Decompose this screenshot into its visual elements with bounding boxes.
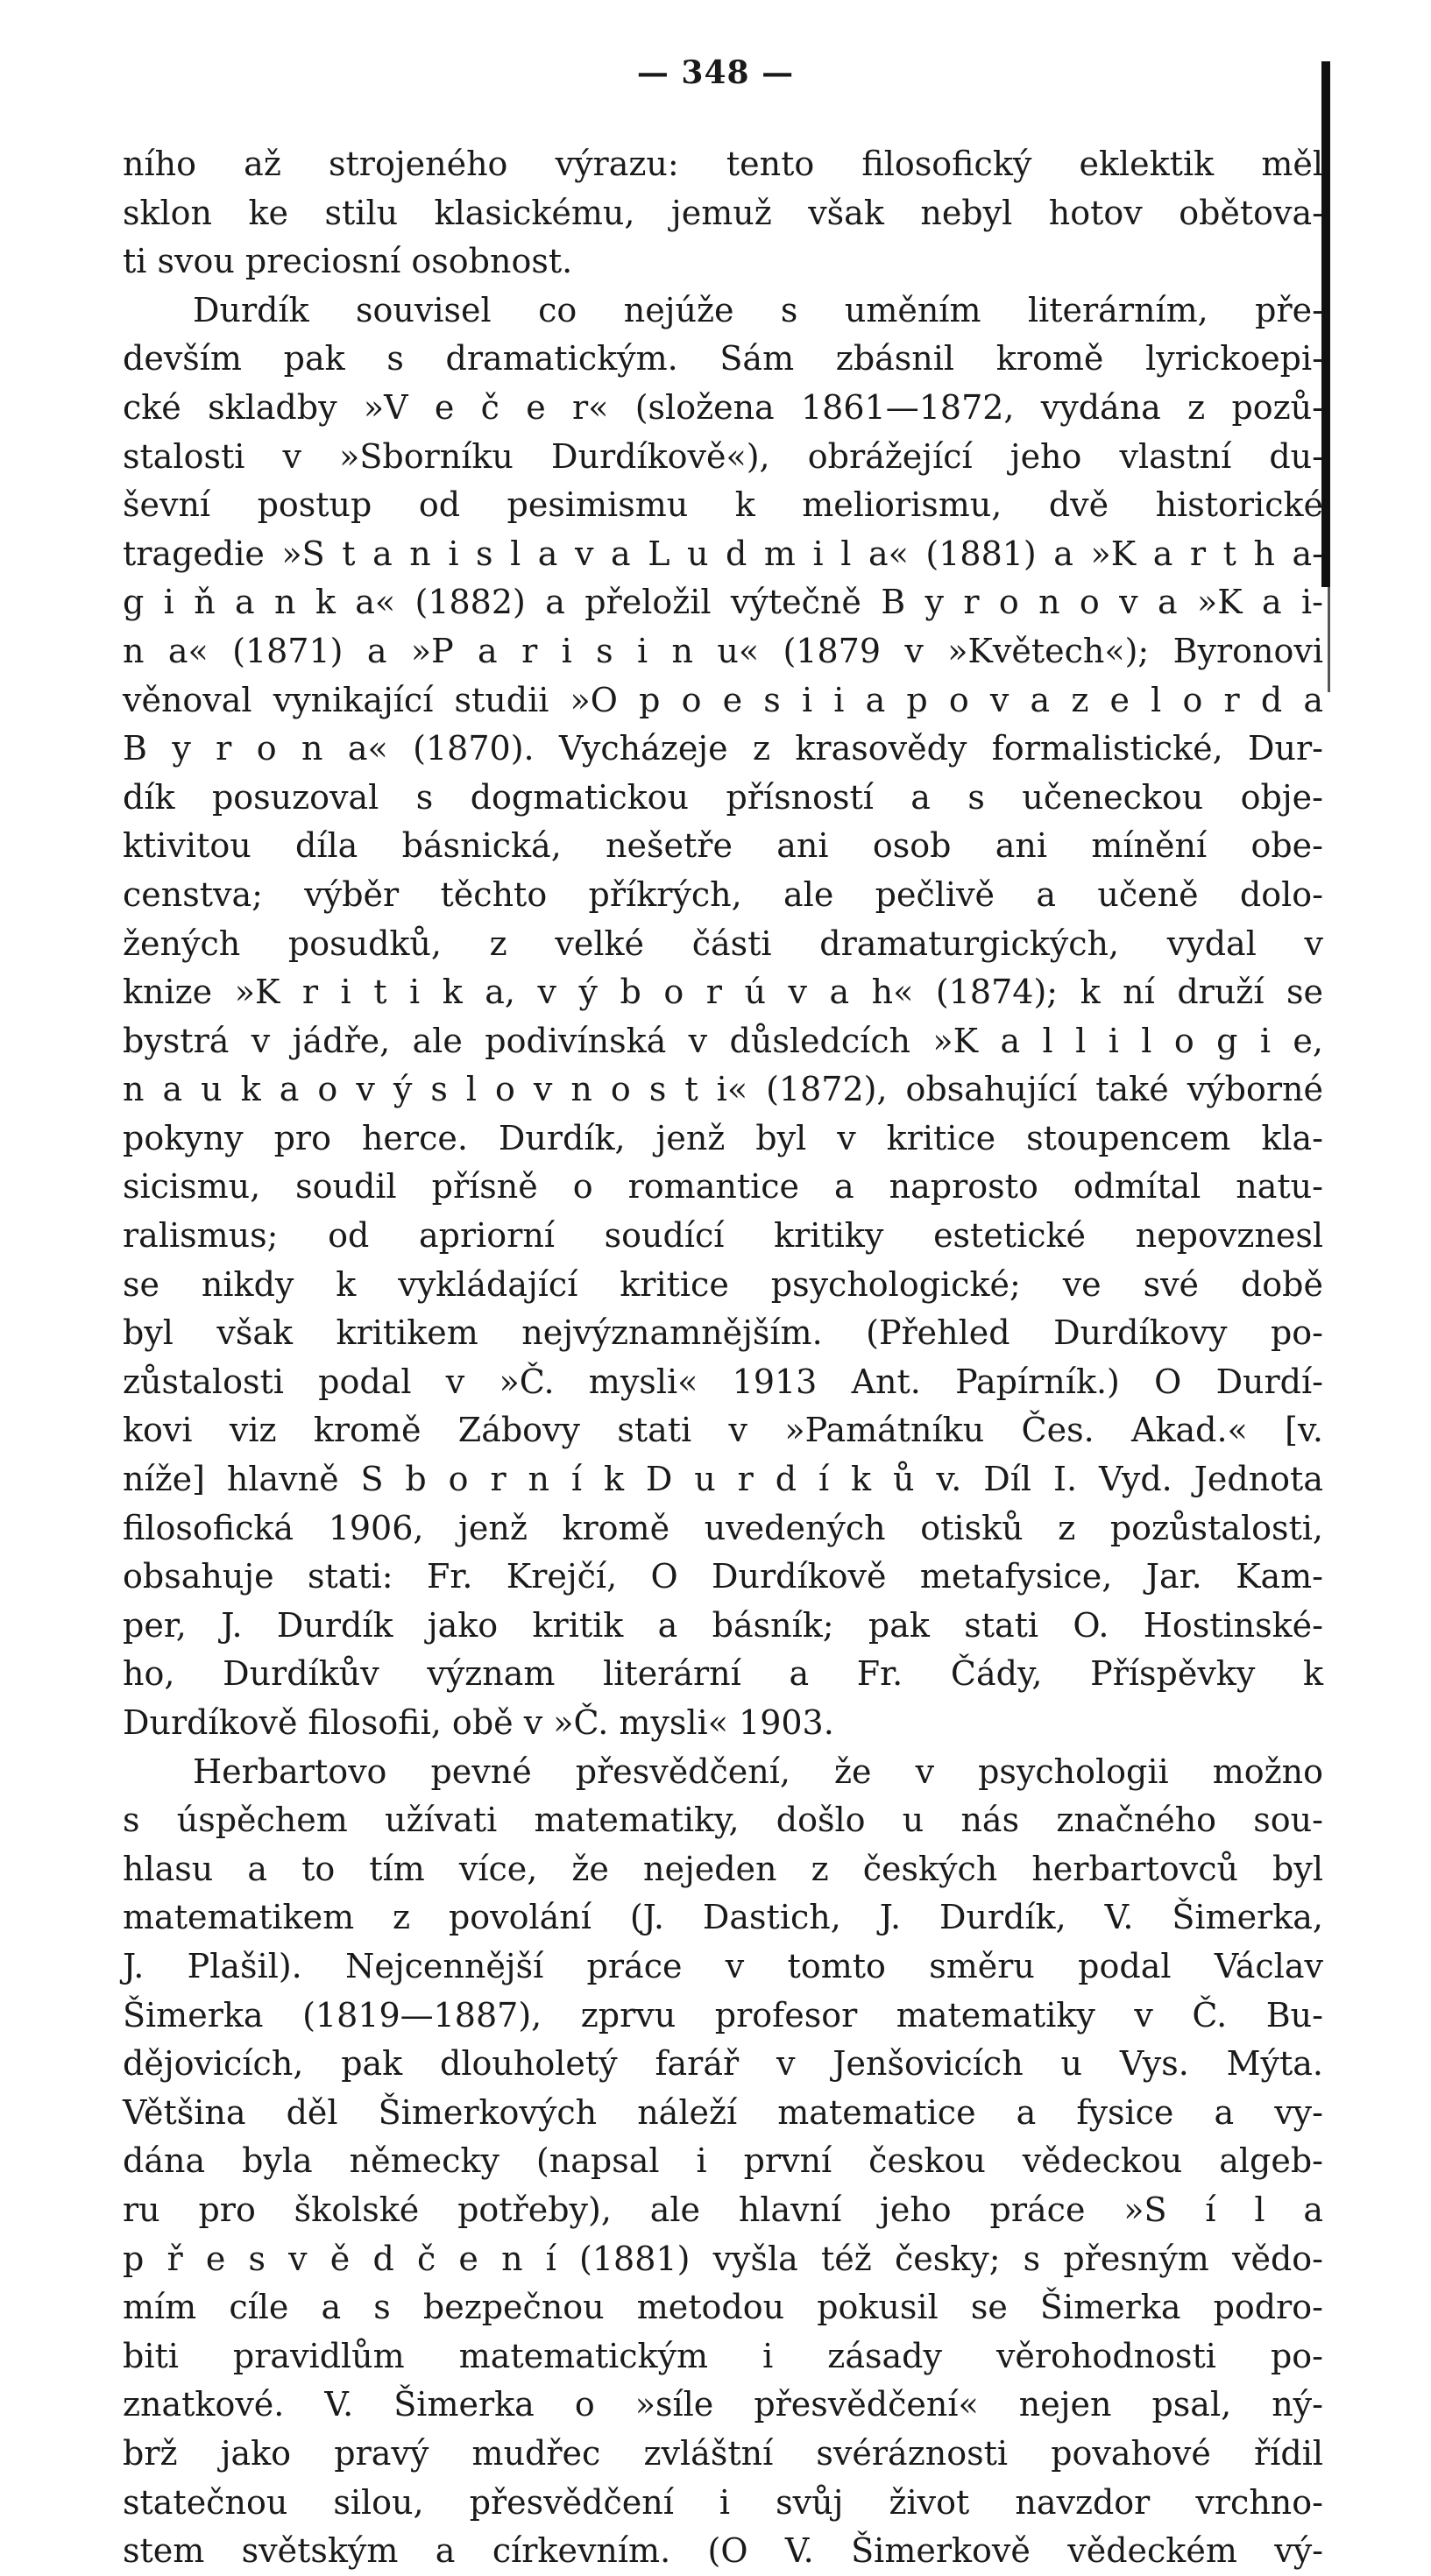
page-number: — 348 —	[636, 54, 795, 91]
text-line: ru pro školské potřeby), ale hlavní jeho práce »S í l a	[123, 2190, 1323, 2229]
text-line: hlasu a to tím více, že nejeden z českých herbartovců byl	[123, 1849, 1323, 1888]
text-line: ního až strojeného výrazu: tento filosofický eklektik měl	[123, 145, 1323, 183]
text-line: ralismus; od apriorní soudící kritiky estetické nepovznesl	[123, 1216, 1323, 1256]
text-line: mím cíle a s bezpečnou metodou pokusil se Šimerka podro-	[123, 2288, 1323, 2327]
text-line: statečnou silou, přesvědčení i svůj život navzdor vrchno-	[123, 2482, 1323, 2522]
text-line: B y r o n a« (1870). Vycházeje z krasovědy formalistické, Dur-	[123, 729, 1323, 768]
body-text	[123, 140, 1323, 2576]
text-line: znatkové. V. Šimerka o »síle přesvědčení« nejen psal, ný-	[123, 2385, 1323, 2424]
text-line: zůstalosti podal v »Č. mysli« 1913 Ant. Papírník.) O Durdí-	[123, 1362, 1323, 1401]
text-line: Šimerka (1819—1887), zprvu profesor matematiky v Č. Bu-	[123, 1995, 1323, 2035]
text-line: věnoval vynikající studii »O p o e s i i a p o v a z e l o r d a	[123, 680, 1323, 719]
text-line: se nikdy k vykládající kritice psychologické; ve své době	[123, 1264, 1323, 1304]
text-line: Durdíkově filosofii, obě v »Č. mysli« 1903.	[123, 1703, 834, 1742]
text-line: per, J. Durdík jako kritik a básník; pak stati O. Hostinské-	[123, 1605, 1323, 1645]
text-line: biti pravidlům matematickým i zásady věrohodnosti po-	[123, 2336, 1323, 2375]
text-line: sicismu, soudil přísně o romantice a naprosto odmítal natu-	[123, 1167, 1323, 1207]
text-line: kovi viz kromě Zábovy stati v »Památníku Čes. Akad.« [v.	[123, 1411, 1323, 1450]
text-line: Herbartovo pevné přesvědčení, že v psychologii možno	[193, 1752, 1323, 1791]
text-line: bystrá v jádře, ale podivínská v důsledcích »K a l l i l o g i e,	[123, 1021, 1323, 1060]
text-line: brž jako pravý mudřec zvláštní svéráznosti povahové řídil	[123, 2433, 1323, 2473]
text-line: sklon ke stilu klasickému, jemuž však nebyl hotov obětova-	[123, 193, 1323, 232]
text-line: J. Plašil). Nejcennější práce v tomto směru podal Václav	[123, 1946, 1323, 1985]
text-line: pokyny pro herce. Durdík, jenž byl v kritice stoupencem kla-	[123, 1118, 1323, 1157]
text-line: žených posudků, z velké části dramaturgických, vydal v	[123, 924, 1323, 963]
text-line: n a« (1871) a »P a r i s i n u« (1879 v »Květech«); Byronovi	[123, 631, 1323, 670]
text-line: cké skladby »V e č e r« (složena 1861—1872, vydána z pozů-	[123, 387, 1323, 427]
text-line: dějovicích, pak dlouholetý farář v Jenšovicích u Vys. Mýta.	[123, 2044, 1323, 2084]
text-line: níže] hlavně S b o r n í k D u r d í k ů v. Díl I. Vyd. Jednota	[123, 1460, 1323, 1499]
text-line: stem světským a církevním. (O V. Šimerkově vědeckém vý-	[123, 2531, 1323, 2571]
text-line: ševní postup od pesimismu k meliorismu, dvě historické	[123, 485, 1323, 525]
text-line: Durdík souvisel co nejúže s uměním literárním, pře-	[193, 290, 1323, 329]
text-line: obsahuje stati: Fr. Krejčí, O Durdíkově metafysice, Jar. Kam-	[123, 1557, 1323, 1596]
text-line: p ř e s v ě d č e n í (1881) vyšla též česky; s přesným vědo-	[123, 2239, 1323, 2278]
text-line: dána byla německy (napsal i první českou vědeckou algeb-	[123, 2141, 1323, 2181]
text-line: ti svou preciosní osobnost.	[123, 242, 573, 281]
binding-edge-shadow-thin	[1328, 587, 1330, 692]
text-line: ktivitou díla básnická, nešetře ani osob ani mínění obe-	[123, 826, 1323, 866]
text-line: g i ň a n k a« (1882) a přeložil výtečně B y r o n o v a »K a i-	[123, 583, 1323, 622]
text-line: n a u k a o v ý s l o v n o s t i« (1872), obsahující také výborné	[123, 1070, 1323, 1109]
text-line: matematikem z povolání (J. Dastich, J. Durdík, V. Šimerka,	[123, 1898, 1323, 1937]
text-line: byl však kritikem nejvýznamnějším. (Přehled Durdíkovy po-	[123, 1313, 1323, 1353]
text-line: dík posuzoval s dogmatickou přísností a s učeneckou obje-	[123, 777, 1323, 817]
text-line: knize »K r i t i k a, v ý b o r ú v a h« (1874); k ní druží se	[123, 973, 1323, 1012]
text-line: filosofická 1906, jenž kromě uvedených otisků z pozůstalosti,	[123, 1508, 1323, 1547]
text-line: s úspěchem užívati matematiky, došlo u nás značného sou-	[123, 1801, 1323, 1840]
text-line: tragedie »S t a n i s l a v a L u d m i l a« (1881) a »K a r t h a-	[123, 534, 1323, 573]
text-line: Většina děl Šimerkových náleží matematice a fysice a vy-	[123, 2092, 1323, 2132]
text-line: censtva; výběr těchto příkrých, ale pečlivě a učeně dolo-	[123, 874, 1323, 914]
text-line: ho, Durdíkův význam literární a Fr. Čády, Příspěvky k	[123, 1654, 1323, 1694]
text-line: devším pak s dramatickým. Sám zbásnil kromě lyrickoepi-	[123, 339, 1323, 379]
text-line: stalosti v »Sborníku Durdíkově«), obrážející jeho vlastní du-	[123, 436, 1323, 476]
